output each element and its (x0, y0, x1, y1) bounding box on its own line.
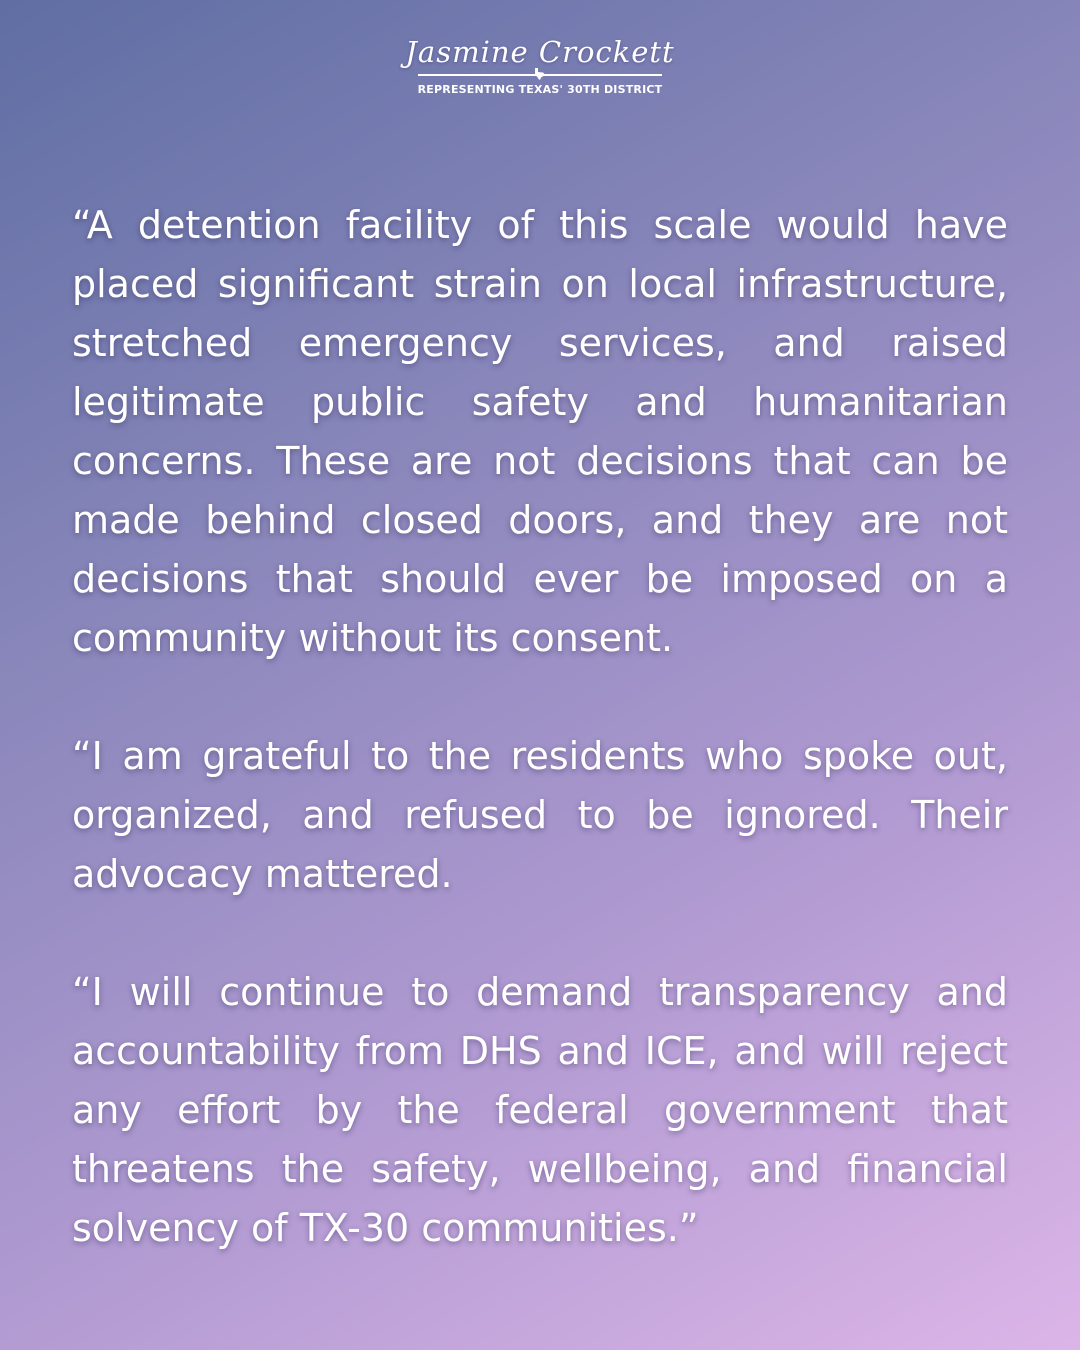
signature-logo: Jasmine Crockett (405, 35, 675, 69)
district-subtitle: REPRESENTING TEXAS' 30TH DISTRICT (417, 83, 663, 96)
header (0, 34, 1080, 96)
texas-state-icon (532, 67, 546, 81)
statement-body (72, 196, 1008, 1258)
logo-divider (418, 70, 662, 80)
statement-paragraph: “I will continue to demand transparency and accountability from DHS and ICE, and will reject any effort by the federal government that threatens the safety, wellbeing, and financial solvency of TX-30 communities.” (72, 970, 1008, 1250)
statement-paragraph: “I am grateful to the residents who spoke out, organized, and refused to be ignored. Their advocacy mattered. (72, 734, 1008, 896)
statement-paragraph: “A detention facility of this scale would have placed significant strain on local infrastructure, stretched emergency services, and raised legitimate public safety and humanitarian concerns. These are not decisions that can be made behind closed doors, and they are not decisions that should ever be imposed on a community without its consent. (72, 203, 1008, 660)
